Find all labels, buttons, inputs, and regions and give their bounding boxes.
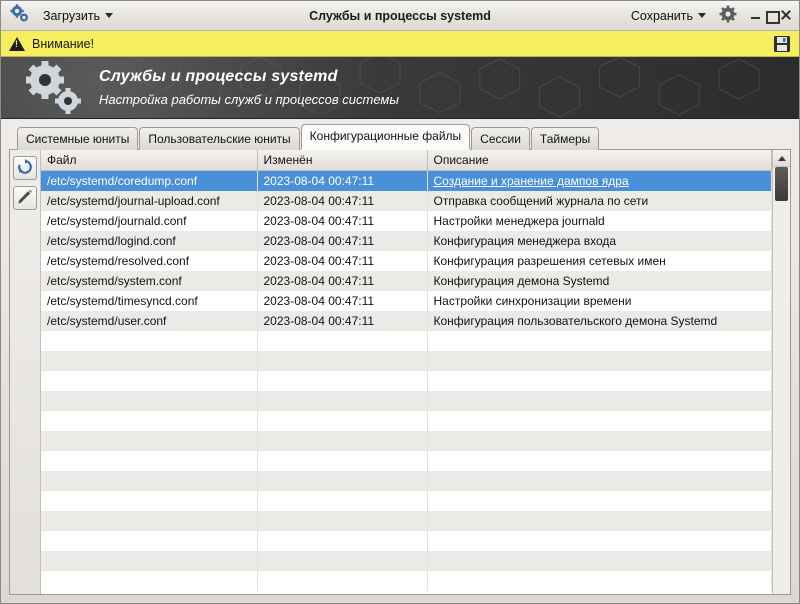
- tool-sidebar: [10, 150, 41, 594]
- cell-description: Конфигурация менеджера входа: [427, 231, 772, 251]
- table-row-empty[interactable]: [41, 471, 772, 491]
- tab-timers[interactable]: Таймеры: [531, 127, 599, 150]
- cell-empty: [257, 411, 427, 431]
- table-row-empty[interactable]: [41, 391, 772, 411]
- table-row-empty[interactable]: [41, 431, 772, 451]
- cell-empty: [257, 531, 427, 551]
- main-content-panel: [9, 149, 791, 595]
- cell-empty: [41, 491, 257, 511]
- cell-empty: [427, 531, 772, 551]
- table-row-empty[interactable]: [41, 451, 772, 471]
- table-row-empty[interactable]: [41, 371, 772, 391]
- cell-empty: [257, 551, 427, 571]
- page-banner: [1, 57, 799, 119]
- cell-empty: [257, 451, 427, 471]
- cell-empty: [427, 551, 772, 571]
- vertical-scrollbar[interactable]: [772, 150, 790, 594]
- cell-file: /etc/systemd/journal-upload.conf: [41, 191, 257, 211]
- tab-config-files[interactable]: Конфигурационные файлы: [301, 124, 470, 149]
- cell-description: Конфигурация демона Systemd: [427, 271, 772, 291]
- save-menu-button[interactable]: [625, 6, 712, 26]
- cell-modified: 2023-08-04 00:47:11: [257, 211, 427, 231]
- cell-empty: [41, 551, 257, 571]
- cell-description: Создание и хранение дампов ядра: [427, 171, 772, 191]
- chevron-down-icon: [105, 13, 113, 18]
- cell-empty: [257, 371, 427, 391]
- cell-empty: [427, 471, 772, 491]
- cell-empty: [427, 371, 772, 391]
- tab-sessions[interactable]: Сессии: [471, 127, 530, 150]
- cell-empty: [257, 491, 427, 511]
- cell-empty: [257, 351, 427, 371]
- cell-empty: [257, 431, 427, 451]
- warning-text: Внимание!: [32, 36, 95, 51]
- cell-modified: 2023-08-04 00:47:11: [257, 231, 427, 251]
- chevron-down-icon: [698, 13, 706, 18]
- banner-gears-icon: [23, 60, 85, 116]
- cell-empty: [427, 431, 772, 451]
- table-row-empty[interactable]: [41, 331, 772, 351]
- cell-empty: [41, 391, 257, 411]
- cell-description: Конфигурация разрешения сетевых имен: [427, 251, 772, 271]
- table-row-empty[interactable]: [41, 411, 772, 431]
- cell-description: Конфигурация пользовательского демона Systemd: [427, 311, 772, 331]
- settings-gear-icon[interactable]: [718, 4, 738, 27]
- cell-empty: [427, 351, 772, 371]
- cell-empty: [257, 391, 427, 411]
- table-row-empty[interactable]: [41, 551, 772, 571]
- warning-bar: [1, 31, 799, 57]
- refresh-icon: [17, 159, 33, 178]
- banner-title: Службы и процессы systemd: [99, 68, 338, 85]
- tab-user-units[interactable]: Пользовательские юниты: [139, 127, 299, 150]
- cell-file: /etc/systemd/resolved.conf: [41, 251, 257, 271]
- cell-modified: 2023-08-04 00:47:11: [257, 191, 427, 211]
- cell-empty: [41, 531, 257, 551]
- refresh-button[interactable]: [13, 156, 37, 180]
- cell-empty: [41, 411, 257, 431]
- table-header-row: [41, 150, 772, 171]
- column-header-description[interactable]: Описание: [427, 150, 772, 171]
- cell-modified: 2023-08-04 00:47:11: [257, 251, 427, 271]
- cell-empty: [41, 571, 257, 591]
- warning-triangle-icon: [9, 37, 25, 51]
- cell-modified: 2023-08-04 00:47:11: [257, 311, 427, 331]
- cell-empty: [427, 391, 772, 411]
- table-row-empty[interactable]: [41, 531, 772, 551]
- title-bar: [1, 1, 799, 31]
- cell-empty: [427, 411, 772, 431]
- cell-file: /etc/systemd/timesyncd.conf: [41, 291, 257, 311]
- table-row[interactable]: [41, 251, 772, 271]
- table-row[interactable]: [41, 211, 772, 231]
- cell-empty: [427, 331, 772, 351]
- maximize-button[interactable]: [765, 9, 778, 22]
- table-row[interactable]: [41, 231, 772, 251]
- scrollbar-thumb[interactable]: [775, 167, 788, 201]
- cell-empty: [41, 471, 257, 491]
- cell-empty: [257, 571, 427, 591]
- app-gears-icon: [9, 3, 31, 28]
- cell-empty: [427, 491, 772, 511]
- cell-empty: [41, 431, 257, 451]
- cell-description: Настройки менеджера journald: [427, 211, 772, 231]
- cell-empty: [257, 471, 427, 491]
- table-row-empty[interactable]: [41, 351, 772, 371]
- close-button[interactable]: [780, 9, 793, 22]
- cell-file: /etc/systemd/user.conf: [41, 311, 257, 331]
- cell-empty: [257, 511, 427, 531]
- scroll-up-button[interactable]: [773, 150, 790, 167]
- cell-modified: 2023-08-04 00:47:11: [257, 171, 427, 191]
- cell-empty: [41, 371, 257, 391]
- tab-strip: [1, 125, 799, 149]
- cell-empty: [427, 511, 772, 531]
- cell-modified: 2023-08-04 00:47:11: [257, 291, 427, 311]
- pencil-icon: [17, 189, 33, 208]
- cell-file: /etc/systemd/journald.conf: [41, 211, 257, 231]
- table-row[interactable]: [41, 171, 772, 191]
- cell-empty: [427, 571, 772, 591]
- cell-description: Отправка сообщений журнала по сети: [427, 191, 772, 211]
- banner-subtitle: Настройка работы служб и процессов системы: [99, 92, 399, 107]
- table-row[interactable]: [41, 291, 772, 311]
- load-menu-button[interactable]: [37, 6, 119, 26]
- table-row[interactable]: [41, 311, 772, 331]
- cell-empty: [257, 331, 427, 351]
- minimize-button[interactable]: [750, 9, 763, 22]
- table-row[interactable]: [41, 271, 772, 291]
- cell-file: /etc/systemd/system.conf: [41, 271, 257, 291]
- cell-file: /etc/systemd/logind.conf: [41, 231, 257, 251]
- tab-system-units[interactable]: Системные юниты: [17, 127, 138, 150]
- config-files-table: [41, 150, 772, 594]
- cell-empty: [427, 451, 772, 471]
- table-row-empty[interactable]: [41, 571, 772, 591]
- cell-empty: [41, 511, 257, 531]
- cell-empty: [41, 331, 257, 351]
- edit-button[interactable]: [13, 186, 37, 210]
- scroll-up-arrow-icon: [778, 156, 786, 161]
- scrollbar-track[interactable]: [773, 167, 790, 594]
- column-header-modified[interactable]: Изменён: [257, 150, 427, 171]
- window-title: Службы и процессы systemd: [309, 8, 491, 23]
- load-menu-label: Загрузить: [43, 8, 101, 23]
- cell-modified: 2023-08-04 00:47:11: [257, 271, 427, 291]
- save-menu-label: Сохранить: [630, 8, 693, 23]
- column-header-file[interactable]: Файл: [41, 150, 257, 171]
- table-row[interactable]: [41, 191, 772, 211]
- cell-empty: [41, 451, 257, 471]
- cell-empty: [41, 351, 257, 371]
- cell-file: /etc/systemd/coredump.conf: [41, 171, 257, 191]
- table-row-empty[interactable]: [41, 511, 772, 531]
- cell-description: Настройки синхронизации времени: [427, 291, 772, 311]
- floppy-save-icon[interactable]: [773, 35, 791, 53]
- table-row-empty[interactable]: [41, 491, 772, 511]
